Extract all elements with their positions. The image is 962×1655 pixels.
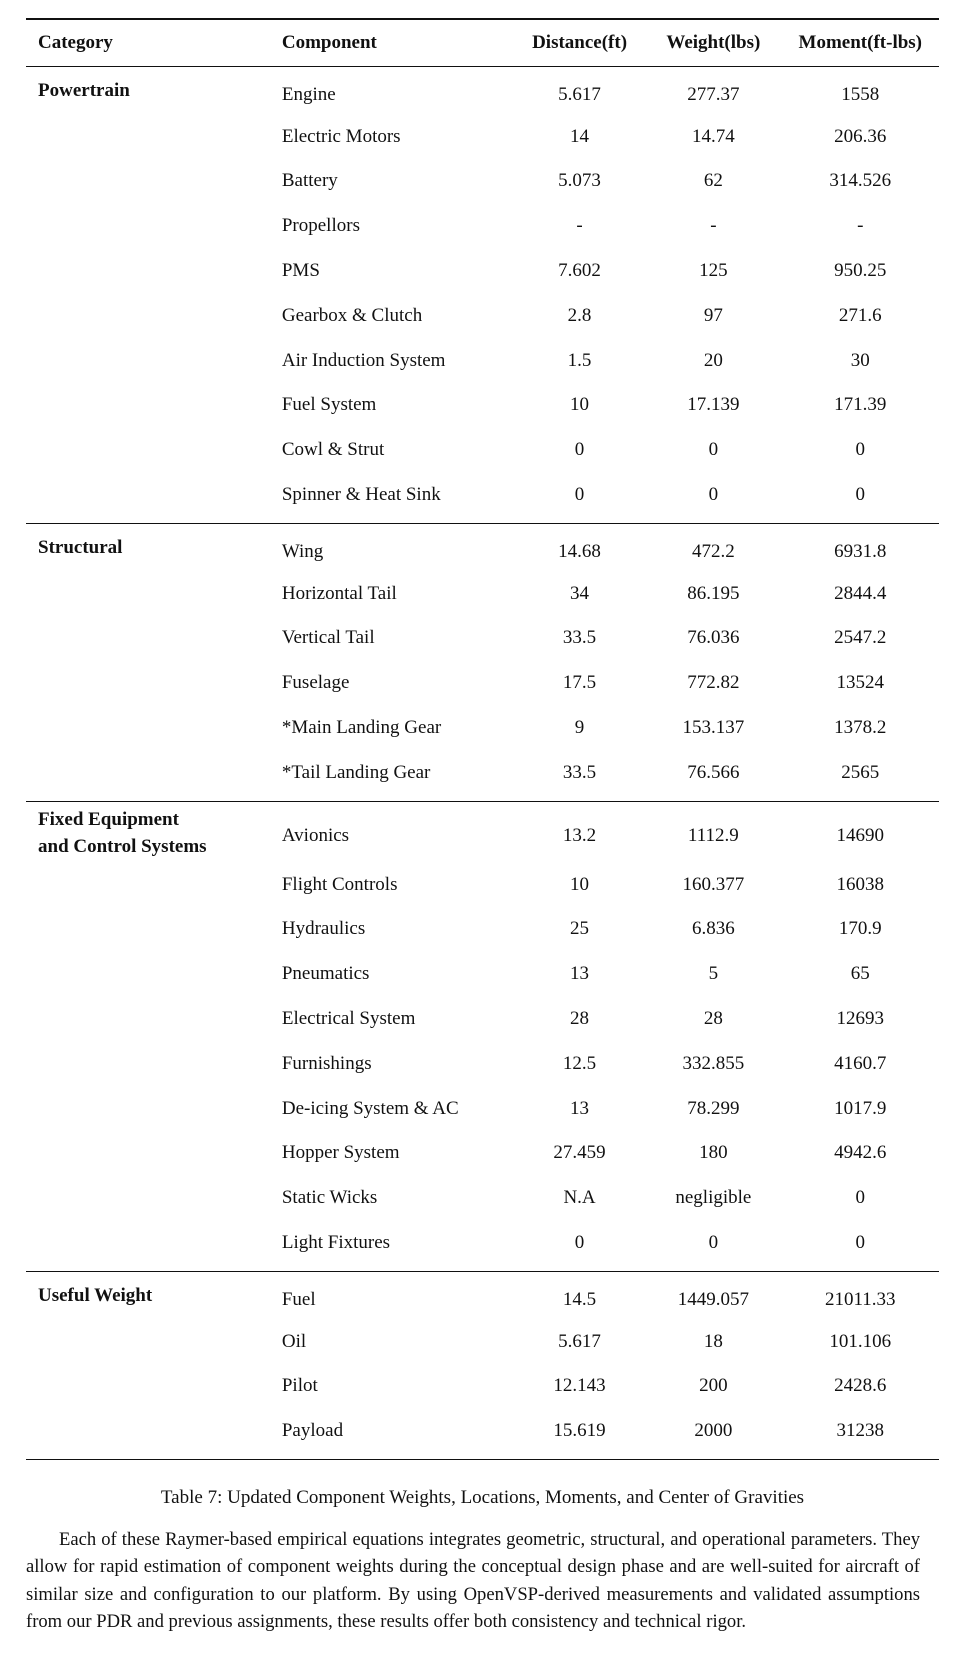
moment-cell: 2565 xyxy=(841,761,880,783)
moment-cell: 21011.33 xyxy=(825,1288,896,1310)
table-group xyxy=(26,523,939,801)
weight-cell: 153.137 xyxy=(682,717,745,739)
header-component: Component xyxy=(278,19,514,67)
category-cell xyxy=(26,907,278,952)
category-cell xyxy=(26,1175,278,1220)
category-cell xyxy=(26,616,278,661)
distance-cell: 14.68 xyxy=(558,540,601,562)
category-cell: Powertrain xyxy=(38,80,130,101)
weight-cell: 17.139 xyxy=(687,394,740,416)
distance-cell: 0 xyxy=(574,439,585,461)
moment-cell: 271.6 xyxy=(838,304,882,326)
component-cell: Hydraulics xyxy=(281,918,366,940)
component-cell: Light Fixtures xyxy=(281,1232,391,1254)
distance-cell: 12.143 xyxy=(553,1375,606,1397)
distance-cell: 27.459 xyxy=(553,1142,606,1164)
table-row xyxy=(26,750,939,801)
weight-cell: 78.299 xyxy=(687,1097,740,1119)
category-cell: Useful Weight xyxy=(38,1284,153,1306)
component-cell: Hopper System xyxy=(281,1142,400,1164)
component-cell: De-icing System & AC xyxy=(281,1097,459,1119)
moment-cell: 101.106 xyxy=(829,1330,892,1352)
category-cell xyxy=(26,203,278,248)
category-cell xyxy=(26,1408,278,1459)
distance-cell: 0 xyxy=(574,484,585,506)
body-paragraph: Each of these Raymer-based empirical equations integrates geometric, structural, and operational parameters. They allow for rapid estimation of component weights during the conceptual design phase and are well-suited for aircraft of similar size and configuration to our platform. By using OpenVSP-derived measurements and validated assumptions from our PDR and previous assignments, these results offer both consistency and technical rigor. xyxy=(26,1529,920,1632)
moment-cell: 14690 xyxy=(836,825,885,847)
moment-cell: - xyxy=(857,215,864,237)
component-cell: Flight Controls xyxy=(281,873,398,895)
moment-cell: 206.36 xyxy=(834,125,887,147)
weight-cell: 28 xyxy=(703,1008,723,1030)
category-cell xyxy=(26,801,278,862)
weight-cell: 76.566 xyxy=(687,761,740,783)
table-row xyxy=(26,1131,939,1176)
moment-cell: 170.9 xyxy=(838,918,882,940)
table-row xyxy=(26,1271,939,1318)
category-line-1: Fixed Equipment xyxy=(38,808,179,830)
weight-cell: 200 xyxy=(699,1375,728,1397)
distance-cell: 13.2 xyxy=(562,825,597,847)
weight-cell: 62 xyxy=(703,170,723,192)
category-cell xyxy=(26,383,278,428)
category-cell xyxy=(26,705,278,750)
header-category: Category xyxy=(26,19,278,67)
moment-cell: 950.25 xyxy=(834,260,887,282)
component-cell: Pilot xyxy=(281,1375,318,1397)
distance-cell: N.A xyxy=(563,1187,596,1209)
weight-cell: 1449.057 xyxy=(677,1288,749,1310)
weight-cell: 1112.9 xyxy=(687,825,739,847)
header-weight: Weight(lbs) xyxy=(645,19,781,67)
moment-cell: 2844.4 xyxy=(834,582,887,604)
component-cell: Cowl & Strut xyxy=(281,439,385,461)
distance-cell: 7.602 xyxy=(558,260,601,282)
component-cell: Spinner & Heat Sink xyxy=(281,484,441,506)
header-row xyxy=(26,19,939,67)
category-cell xyxy=(26,114,278,159)
component-cell: *Tail Landing Gear xyxy=(281,761,431,783)
component-weights-table xyxy=(26,18,939,1460)
header-distance: Distance(ft) xyxy=(514,19,645,67)
table-group xyxy=(26,1271,939,1459)
moment-cell: 4160.7 xyxy=(834,1052,887,1074)
table-row xyxy=(26,1175,939,1220)
category-cell xyxy=(26,1319,278,1364)
table-row xyxy=(26,338,939,383)
table-row xyxy=(26,67,939,114)
category-line-2: and Control Systems xyxy=(38,835,207,857)
moment-cell: 1558 xyxy=(841,83,880,105)
weight-cell: 472.2 xyxy=(691,540,735,562)
table-row xyxy=(26,114,939,159)
distance-cell: 14 xyxy=(570,125,590,147)
table-caption: Table 7: Updated Component Weights, Locations, Moments, and Center of Gravities xyxy=(160,1487,805,1509)
distance-cell: 33.5 xyxy=(562,761,597,783)
weight-cell: 20 xyxy=(703,349,723,371)
moment-cell: 171.39 xyxy=(834,394,887,416)
weight-cell: 0 xyxy=(708,439,719,461)
table-row xyxy=(26,1086,939,1131)
component-cell: Electrical System xyxy=(281,1008,416,1030)
distance-cell: 25 xyxy=(570,918,590,940)
component-cell: PMS xyxy=(281,260,320,282)
moment-cell: 65 xyxy=(850,963,870,985)
table-row xyxy=(26,159,939,204)
component-cell: Pneumatics xyxy=(281,963,370,985)
category-cell xyxy=(26,427,278,472)
category-cell xyxy=(26,1220,278,1271)
component-cell: Fuel xyxy=(281,1288,316,1310)
component-cell: Electric Motors xyxy=(281,125,401,147)
component-cell: Furnishings xyxy=(281,1052,372,1074)
distance-cell: 12.5 xyxy=(562,1052,597,1074)
weight-cell: 2000 xyxy=(694,1420,733,1442)
moment-cell: 0 xyxy=(855,1232,866,1254)
table-row xyxy=(26,996,939,1041)
category-cell xyxy=(26,159,278,204)
table-row xyxy=(26,660,939,705)
distance-cell: 5.617 xyxy=(558,1330,601,1352)
weight-cell: 14.74 xyxy=(691,125,735,147)
table-group xyxy=(26,67,939,524)
table-row xyxy=(26,1408,939,1459)
category-cell xyxy=(26,862,278,907)
weight-cell: 277.37 xyxy=(687,83,740,105)
category-cell xyxy=(26,571,278,616)
component-cell: Engine xyxy=(281,83,336,105)
weight-cell: 5 xyxy=(708,963,719,985)
component-cell: Fuselage xyxy=(281,672,350,694)
distance-cell: 33.5 xyxy=(562,627,597,649)
moment-cell: 1378.2 xyxy=(834,717,887,739)
weight-cell: 180 xyxy=(699,1142,728,1164)
table-row xyxy=(26,248,939,293)
component-cell: Propellors xyxy=(281,215,360,237)
weight-cell: - xyxy=(710,215,717,237)
table-row xyxy=(26,705,939,750)
component-cell: Wing xyxy=(281,540,324,562)
category-cell xyxy=(26,1041,278,1086)
moment-cell: 2547.2 xyxy=(834,627,887,649)
component-cell: *Main Landing Gear xyxy=(281,717,442,739)
moment-cell: 0 xyxy=(855,439,866,461)
category-cell: Structural xyxy=(38,536,123,558)
distance-cell: 13 xyxy=(570,963,590,985)
distance-cell: 10 xyxy=(570,394,590,416)
moment-cell: 16038 xyxy=(836,873,885,895)
category-cell xyxy=(26,1131,278,1176)
category-cell xyxy=(26,338,278,383)
moment-cell: 12693 xyxy=(836,1008,885,1030)
table-row xyxy=(26,951,939,996)
distance-cell: - xyxy=(576,215,583,237)
component-cell: Gearbox & Clutch xyxy=(281,304,423,326)
weight-cell: 772.82 xyxy=(687,672,740,694)
table-group xyxy=(26,801,939,1271)
weight-cell: 86.195 xyxy=(687,582,740,604)
component-cell: Air Induction System xyxy=(281,349,446,371)
category-cell xyxy=(26,1364,278,1409)
distance-cell: 17.5 xyxy=(562,672,597,694)
component-cell: Oil xyxy=(281,1330,307,1352)
weight-cell: 18 xyxy=(703,1330,723,1352)
distance-cell: 1.5 xyxy=(567,349,592,371)
weight-cell: 6.836 xyxy=(691,918,735,940)
weight-cell: 76.036 xyxy=(687,627,740,649)
category-cell xyxy=(26,293,278,338)
distance-cell: 14.5 xyxy=(562,1288,597,1310)
moment-cell: 1017.9 xyxy=(834,1097,887,1119)
table-row xyxy=(26,1041,939,1086)
weight-cell: negligible xyxy=(675,1187,752,1209)
table-row xyxy=(26,293,939,338)
table-row xyxy=(26,1364,939,1409)
component-cell: Fuel System xyxy=(281,394,377,416)
component-cell: Battery xyxy=(281,170,338,192)
moment-cell: 4942.6 xyxy=(834,1142,887,1164)
distance-cell: 13 xyxy=(570,1097,590,1119)
header-moment: Moment(ft-lbs) xyxy=(782,19,939,67)
table-row xyxy=(26,427,939,472)
distance-cell: 34 xyxy=(570,582,590,604)
moment-cell: 13524 xyxy=(836,672,885,694)
table-row xyxy=(26,616,939,661)
weight-cell: 125 xyxy=(699,260,728,282)
moment-cell: 6931.8 xyxy=(834,540,887,562)
table-row xyxy=(26,1319,939,1364)
table-row xyxy=(26,801,939,862)
moment-cell: 30 xyxy=(850,349,870,371)
table-row xyxy=(26,523,939,570)
distance-cell: 15.619 xyxy=(553,1420,606,1442)
distance-cell: 0 xyxy=(574,1232,585,1254)
weight-cell: 0 xyxy=(708,484,719,506)
table-row xyxy=(26,203,939,248)
weights-table-container xyxy=(26,18,939,1460)
table-row xyxy=(26,862,939,907)
category-cell xyxy=(26,750,278,801)
moment-cell: 31238 xyxy=(836,1420,885,1442)
component-cell: Avionics xyxy=(281,825,350,847)
weight-cell: 160.377 xyxy=(682,873,745,895)
table-row xyxy=(26,383,939,428)
component-cell: Static Wicks xyxy=(281,1187,378,1209)
weight-cell: 97 xyxy=(703,304,723,326)
distance-cell: 5.617 xyxy=(558,83,601,105)
distance-cell: 10 xyxy=(570,873,590,895)
distance-cell: 2.8 xyxy=(567,304,592,326)
moment-cell: 0 xyxy=(855,1187,866,1209)
table-row xyxy=(26,571,939,616)
category-cell xyxy=(26,472,278,523)
moment-cell: 2428.6 xyxy=(834,1375,887,1397)
weight-cell: 332.855 xyxy=(682,1052,745,1074)
category-cell xyxy=(26,248,278,293)
moment-cell: 314.526 xyxy=(829,170,892,192)
category-cell xyxy=(26,660,278,705)
table-row xyxy=(26,907,939,952)
category-cell xyxy=(26,1086,278,1131)
table-row xyxy=(26,472,939,523)
weight-cell: 0 xyxy=(708,1232,719,1254)
distance-cell: 5.073 xyxy=(558,170,601,192)
distance-cell: 28 xyxy=(570,1008,590,1030)
component-cell: Payload xyxy=(281,1420,344,1442)
category-cell xyxy=(26,996,278,1041)
table-row xyxy=(26,1220,939,1271)
component-cell: Vertical Tail xyxy=(281,627,375,649)
component-cell: Horizontal Tail xyxy=(281,582,397,604)
moment-cell: 0 xyxy=(855,484,866,506)
category-cell xyxy=(26,951,278,996)
distance-cell: 9 xyxy=(574,717,585,739)
